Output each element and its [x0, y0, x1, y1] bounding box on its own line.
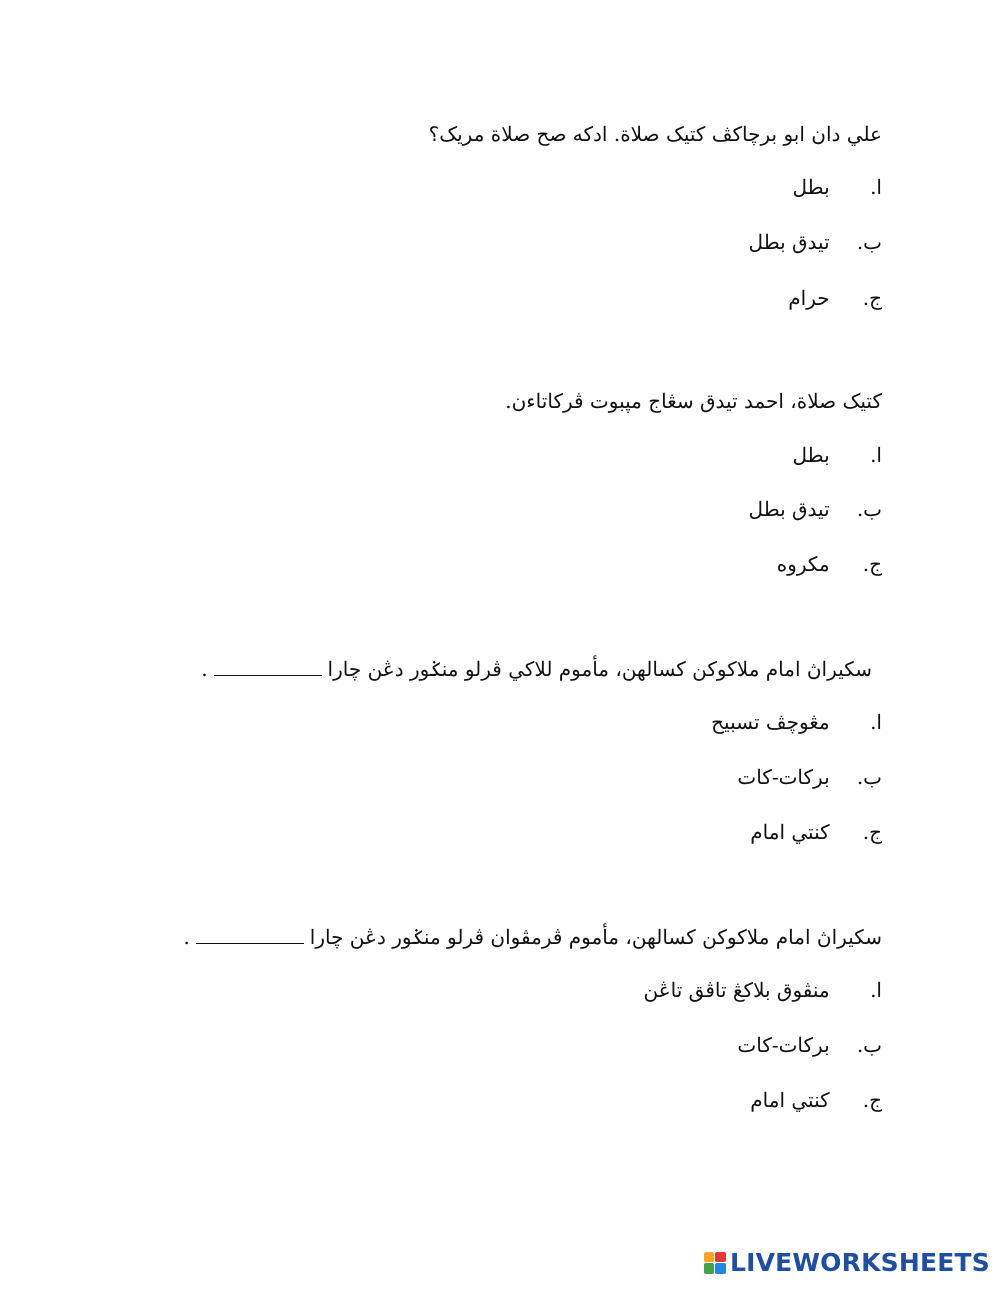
answer-blank [214, 659, 322, 676]
option-label: بطل [792, 443, 830, 467]
option-label: بطل [792, 175, 830, 199]
liveworksheets-logo[interactable] [704, 1248, 990, 1277]
question-4-text: سکيراڽ امام ملاکوکن کسالهن، مأموم ڤرمڤوان ڤرلو منݢور دڠن چارا [309, 925, 882, 949]
option-letter: ب. [856, 1033, 882, 1057]
option-letter: ب. [856, 497, 882, 521]
option-label: برکات-کات [737, 1033, 830, 1057]
blank-terminator: . [183, 925, 190, 949]
option-letter: ج. [862, 1088, 882, 1112]
option-letter: ب. [856, 765, 882, 789]
option-letter: ج. [862, 286, 882, 310]
answer-blank [196, 927, 304, 944]
question-3-option-b[interactable] [737, 762, 882, 792]
option-letter: ا. [870, 978, 882, 1002]
option-label: مکروه [776, 552, 830, 576]
option-label: مڠوچڤ تسبيح [711, 710, 830, 734]
question-4-option-a[interactable] [643, 975, 882, 1005]
option-letter: ا. [870, 175, 882, 199]
question-3-option-c[interactable] [750, 817, 882, 847]
option-letter: ا. [870, 710, 882, 734]
question-3-text: سکيراڽ امام ملاکوکن کسالهن، مأموم للاکي ڤرلو منݢور دڠن چارا [327, 657, 872, 681]
question-2-text: کتيک صلاة، احمد تيدق سڠاج مپبوت ڤرکاتاءن. [505, 389, 882, 413]
liveworksheets-logo-icon [704, 1252, 726, 1274]
question-4 [183, 923, 882, 951]
question-3 [201, 655, 872, 683]
option-label: حرام [788, 286, 830, 310]
question-3-option-a[interactable] [711, 707, 882, 737]
option-letter: ا. [870, 443, 882, 467]
question-1-option-b[interactable] [749, 227, 882, 257]
question-1-option-a[interactable] [793, 172, 882, 202]
option-label: تيدق بطل [748, 230, 830, 254]
option-label: کنتي امام [750, 1088, 830, 1112]
option-label: برکات-کات [737, 765, 830, 789]
option-letter: ج. [862, 820, 882, 844]
question-4-option-c[interactable] [750, 1085, 882, 1115]
option-label: کنتي امام [750, 820, 830, 844]
question-2-option-a[interactable] [793, 440, 882, 470]
brand-name: LIVEWORKSHEETS [729, 1248, 990, 1277]
option-label: تيدق بطل [748, 497, 830, 521]
question-1-text: علي دان ابو برچاکڤ کتيک صلاة. ادکه صح صلاة مريک؟ [428, 122, 882, 146]
option-letter: ب. [856, 230, 882, 254]
option-letter: ج. [862, 552, 882, 576]
question-2-option-c[interactable] [777, 549, 882, 579]
question-4-option-b[interactable] [737, 1030, 882, 1060]
question-1-option-c[interactable] [788, 283, 882, 313]
question-2-option-b[interactable] [749, 494, 882, 524]
option-label: منڤوق بلاکڠ تاڤق تاڠن [643, 978, 830, 1002]
blank-terminator: . [201, 657, 208, 681]
